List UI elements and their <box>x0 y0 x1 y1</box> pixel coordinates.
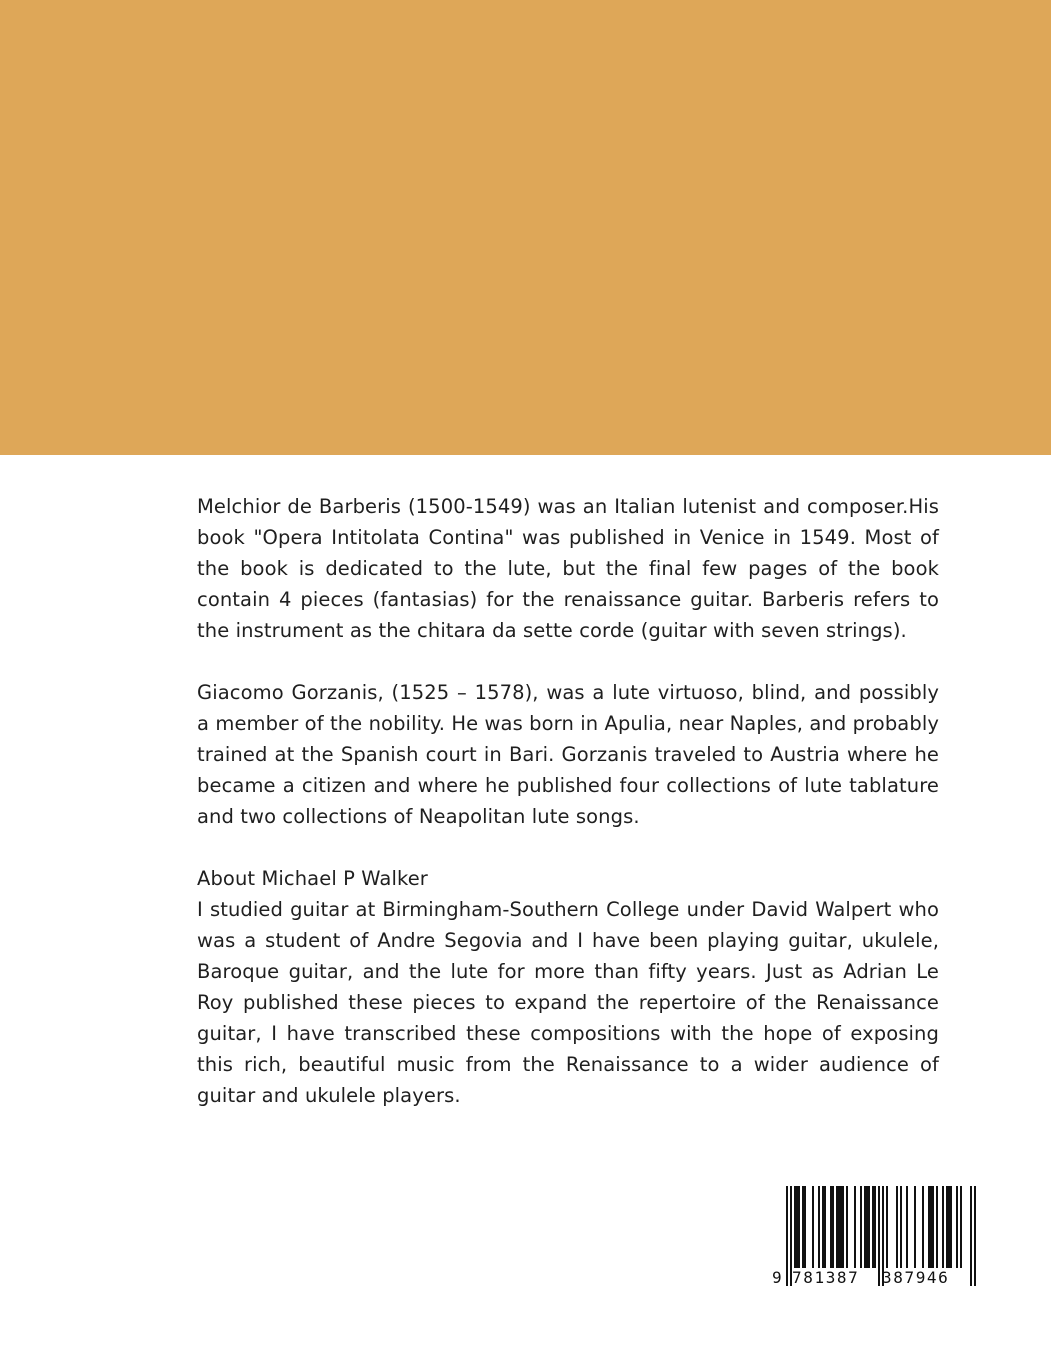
barcode-bar <box>956 1186 958 1268</box>
barcode-bar <box>796 1186 798 1268</box>
gorzanis-paragraph: Giacomo Gorzanis, (1525 – 1578), was a lute virtuoso, blind, and possibly a member of the nobility. He was born in Apulia, near Naples, and probably trained at the Spanish court in Bari. Gorzanis traveled to Austria where he became a citizen and where he published four collections of lute tablature and two collections of Neapolitan lute songs. <box>197 681 939 828</box>
barcode-bar <box>874 1186 876 1268</box>
barcode-bar <box>812 1186 814 1268</box>
barcode-bar <box>804 1186 806 1268</box>
back-cover-text <box>197 491 939 1111</box>
paragraph-spacer <box>197 646 939 677</box>
barcode-bar <box>932 1186 934 1268</box>
barcode-bar <box>906 1186 908 1268</box>
barcode-bar <box>942 1186 944 1268</box>
barcode-bar <box>832 1186 834 1268</box>
barcode-bar <box>798 1186 800 1268</box>
barcode-first-digit: 9 <box>772 1268 782 1287</box>
barcode-bar <box>854 1186 856 1268</box>
barcode-bar <box>896 1186 898 1268</box>
barcode-bar <box>794 1186 796 1268</box>
about-author-paragraph: I studied guitar at Birmingham-Southern College under David Walpert who was a student of Andre Segovia and I have been playing guitar, ukulele, Baroque guitar, and the lute for more than fifty years. Just as Adrian Le Roy published these pieces to expand the repertoire of the Renaissance guitar, I have transcribed these compositions with the hope of exposing this rich, beautiful music from the Renaissance to a wider audience of guitar and ukulele players. <box>197 898 939 1107</box>
barcode-bar <box>842 1186 844 1268</box>
barcode-bar <box>864 1186 866 1268</box>
barcode-bar <box>822 1186 824 1268</box>
barcode-bar <box>930 1186 932 1268</box>
barcode-bar <box>846 1186 848 1268</box>
barcode-bar <box>950 1186 952 1268</box>
barcode-bar <box>928 1186 930 1268</box>
barcode-bar <box>936 1186 938 1268</box>
barcode-bar <box>922 1186 924 1268</box>
isbn-barcode <box>770 1184 982 1290</box>
paragraph-spacer <box>197 832 939 863</box>
barcode-bar <box>872 1186 874 1268</box>
barcode-bar <box>866 1186 868 1268</box>
barcode-bar <box>838 1186 840 1268</box>
barcode-bar <box>868 1186 870 1268</box>
barcode-bar <box>830 1186 832 1268</box>
about-author-heading: About Michael P Walker <box>197 867 428 890</box>
barcode-bar <box>860 1186 862 1268</box>
barcode-bar <box>960 1186 962 1268</box>
barcode-bar <box>802 1186 804 1268</box>
barcode-bar <box>914 1186 916 1268</box>
barcode-bar <box>886 1186 888 1268</box>
barcode-right-group: 387946 <box>882 1268 950 1287</box>
barcode-bar <box>818 1186 820 1268</box>
barcode-left-group: 781387 <box>792 1268 860 1287</box>
barcode-bar <box>900 1186 902 1268</box>
barcode-bar <box>946 1186 948 1268</box>
barcode-bar <box>836 1186 838 1268</box>
barberis-paragraph: Melchior de Barberis (1500-1549) was an Italian lutenist and composer.His book "Opera Intitolata Contina" was published in Venice in 1549. Most of the book is dedicated to the lute, but the final few pages of the book contain 4 pieces (fantasias) for the renaissance guitar. Barberis refers to the instrument as the chitara da sette corde (guitar with seven strings). <box>197 495 939 642</box>
barcode-bar <box>840 1186 842 1268</box>
barcode-bar <box>824 1186 826 1268</box>
barcode-digits <box>770 1268 982 1288</box>
barcode-bar <box>948 1186 950 1268</box>
cover-color-band <box>0 0 1051 455</box>
